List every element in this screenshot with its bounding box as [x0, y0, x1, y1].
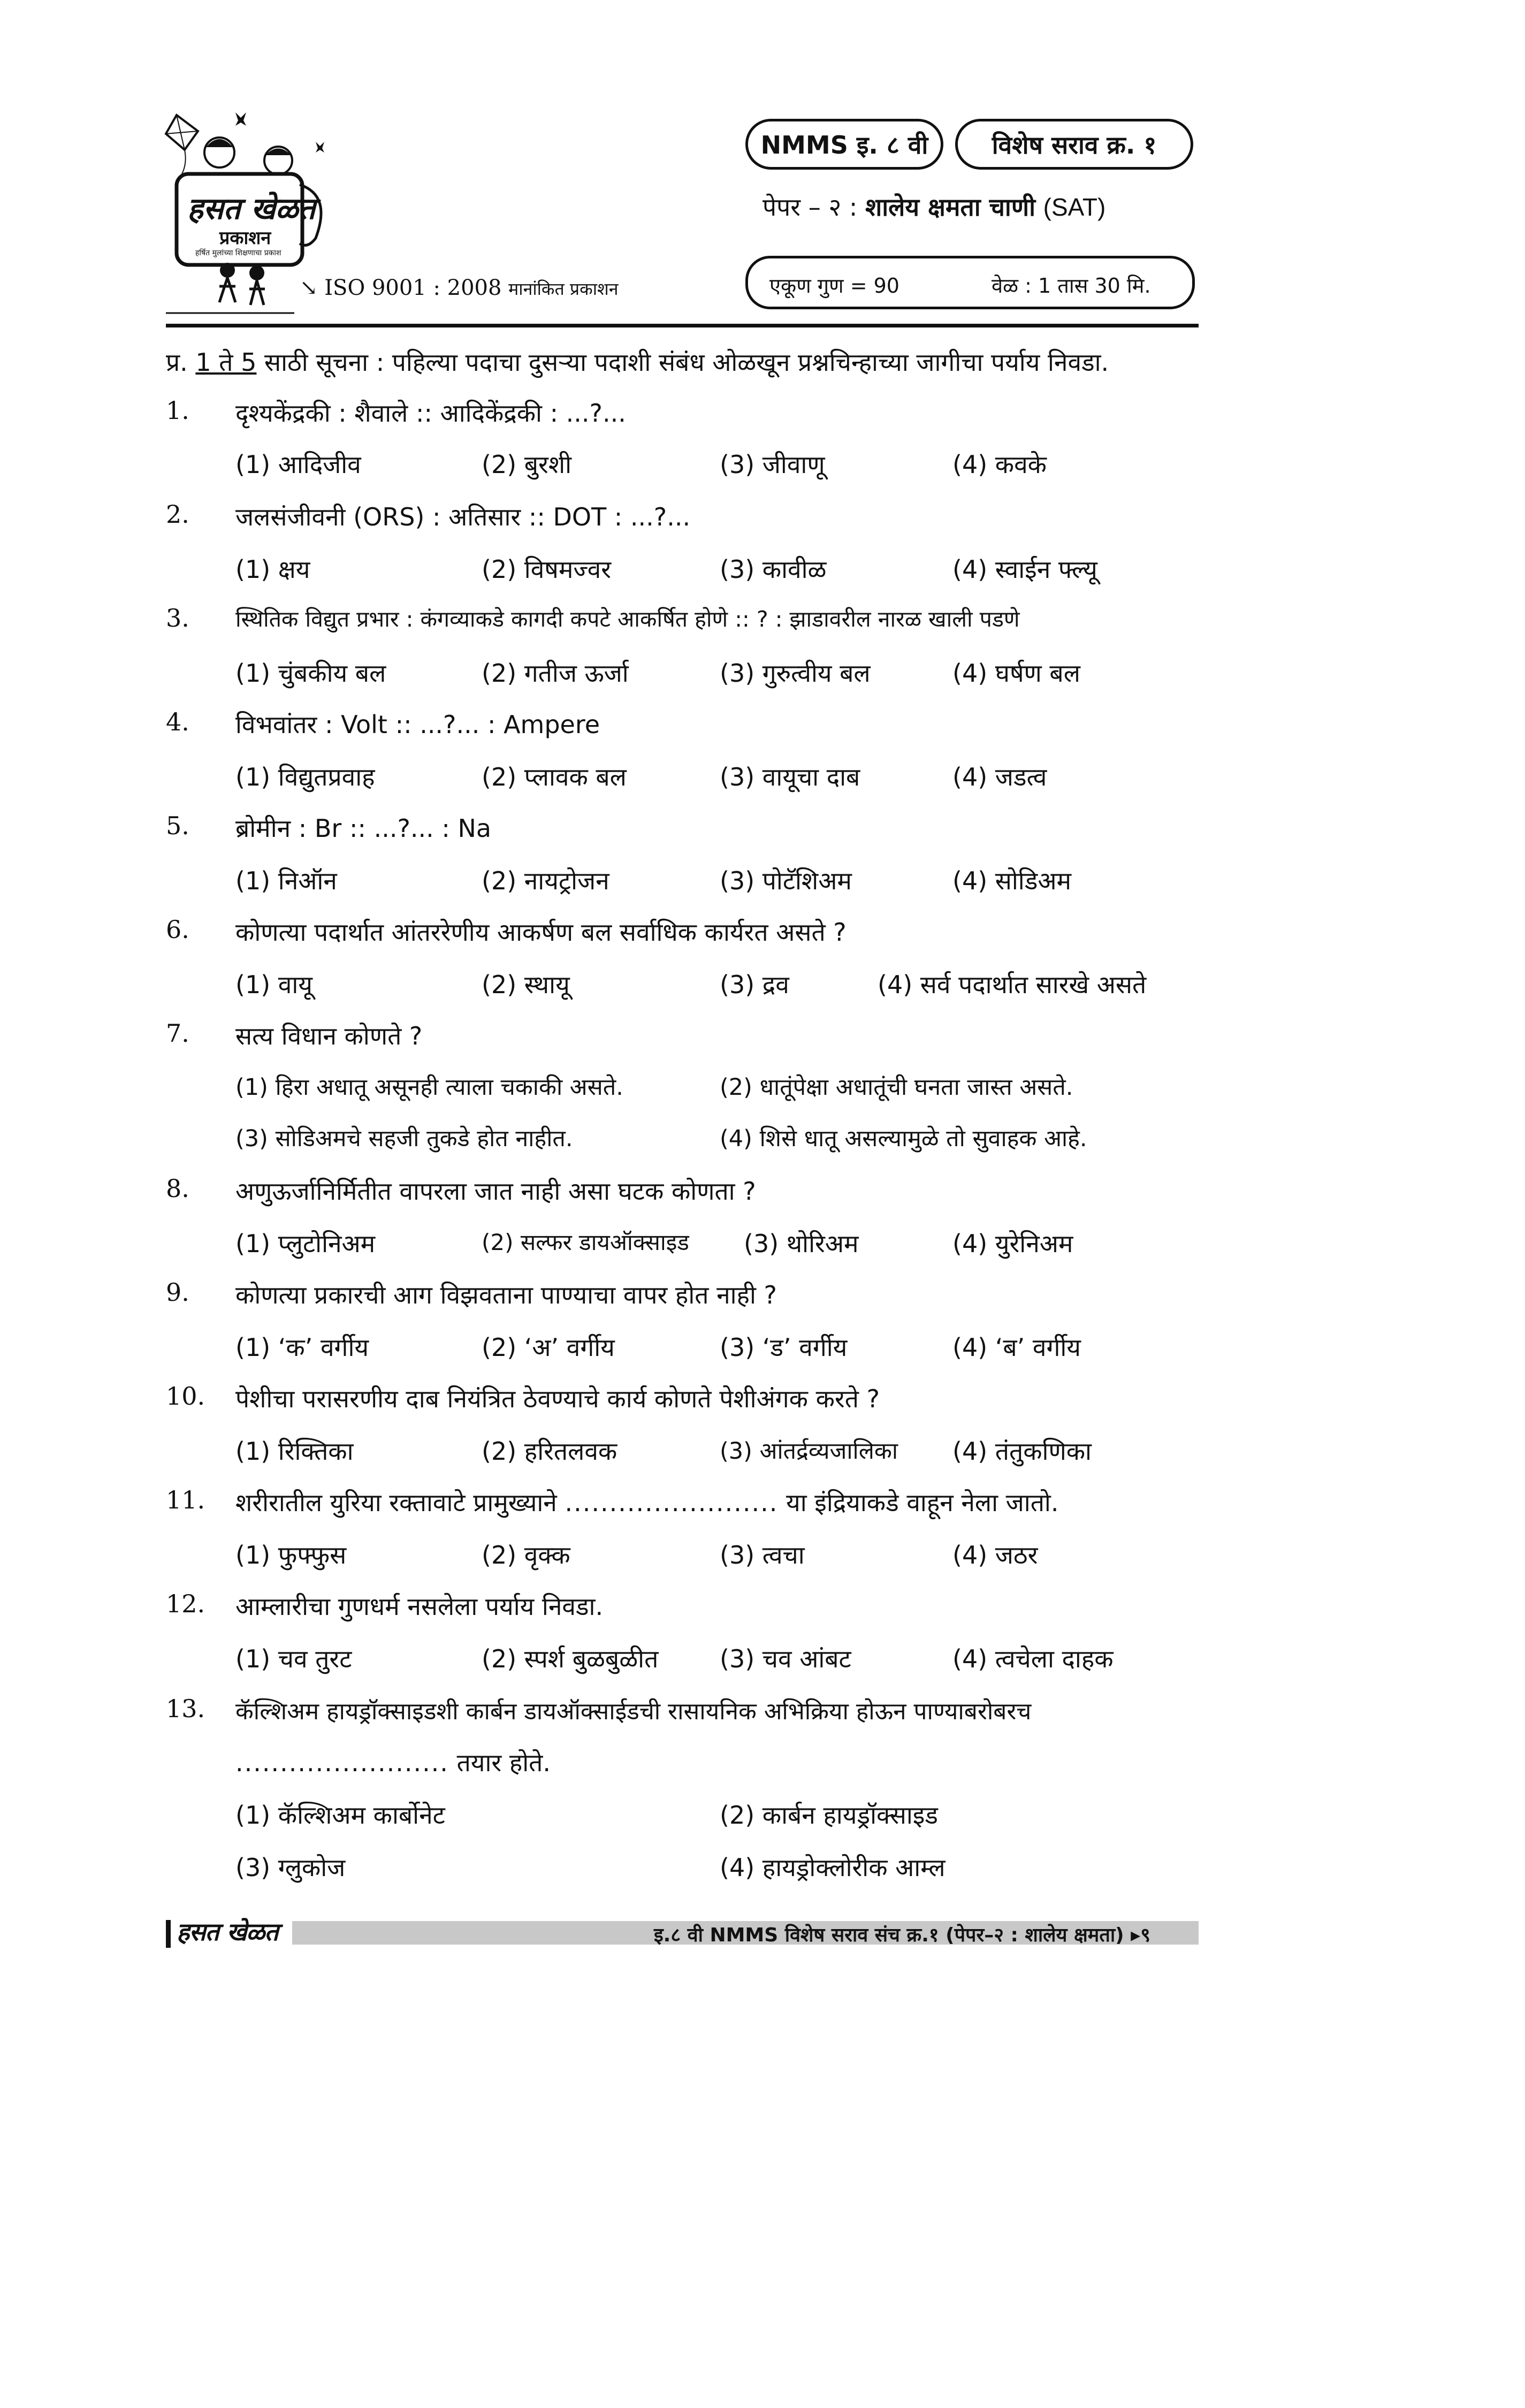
question-row	[166, 1174, 1199, 1211]
question-row	[166, 1589, 1199, 1627]
logo-title: हसत खेळत	[187, 192, 316, 226]
options-row	[166, 1330, 1199, 1368]
question-number: 4.	[166, 707, 189, 736]
paper-title	[762, 190, 1105, 223]
instruction-text: साठी सूचना : पहिल्या पदाचा दुसऱ्या पदाशी संबंध ओळखून प्रश्नचिन्हाच्या जागीचा पर्याय निवडा.	[256, 348, 1109, 377]
option[interactable]: (1) प्लुटोनिअम	[235, 1229, 376, 1258]
option[interactable]: (1) चव तुरट	[235, 1644, 352, 1673]
option[interactable]: (4) स्वाईन फ्ल्यू	[952, 555, 1097, 584]
option[interactable]: (2) वृक्क	[482, 1541, 570, 1569]
question-row	[166, 1694, 1199, 1732]
option[interactable]: (1) निऑन	[235, 866, 337, 895]
option[interactable]: (4) त्वचेला दाहक	[952, 1644, 1114, 1673]
question-number: 10.	[166, 1382, 205, 1411]
question-number: 12.	[166, 1589, 205, 1618]
option[interactable]: (3) जीवाणू	[720, 450, 825, 479]
option[interactable]: (2) नायट्रोजन	[482, 866, 609, 895]
question-text: कॅल्शिअम हायड्रॉक्साइडशी कार्बन डायऑक्साईडची रासायनिक अभिक्रिया होऊन पाण्याबरोबरच	[235, 1698, 1032, 1725]
class-badge: NMMS इ. ८ वी	[745, 119, 943, 170]
option[interactable]: (2) धातूंपेक्षा अधातूंची घनता जास्त असते.	[720, 1074, 1073, 1101]
option[interactable]: (3) पोटॅशिअम	[720, 866, 852, 895]
header-divider	[166, 324, 1199, 327]
option[interactable]: (1) कॅल्शिअम कार्बोनेट	[235, 1801, 445, 1830]
option[interactable]: (3) चव आंबट	[720, 1644, 851, 1673]
question-number: 6.	[166, 915, 189, 944]
option[interactable]: (3) त्वचा	[720, 1541, 805, 1569]
option[interactable]: (1) फुफ्फुस	[235, 1541, 347, 1569]
options-row	[166, 1538, 1199, 1575]
logo-subtitle: प्रकाशन	[219, 227, 271, 249]
question-row	[166, 396, 1199, 433]
options-row	[166, 1642, 1199, 1679]
option[interactable]: (1) क्षय	[235, 555, 310, 584]
option[interactable]: (1) आदिजीव	[235, 450, 361, 479]
option[interactable]: (4) सोडिअम	[952, 866, 1071, 895]
option[interactable]: (3) वायूचा दाब	[720, 763, 860, 791]
question-number: 3.	[166, 604, 189, 633]
options-row	[166, 1070, 1199, 1108]
option[interactable]: (4) जडत्व	[952, 763, 1047, 791]
marks-time-box	[745, 256, 1195, 309]
total-marks: एकूण गुण = 90	[769, 274, 899, 298]
question-row	[166, 500, 1199, 537]
iso-icon: ↘	[300, 276, 325, 300]
option[interactable]: (3) ‘ड’ वर्गीय	[720, 1333, 848, 1362]
option[interactable]: (3) ग्लुकोज	[235, 1853, 346, 1882]
instruction	[166, 345, 1109, 378]
question-text-continued	[235, 1746, 551, 1779]
question-text: अणुऊर्जानिर्मितीत वापरला जात नाही असा घटक कोणता ?	[235, 1177, 756, 1206]
question-number: 11.	[166, 1485, 205, 1514]
question-row	[166, 707, 1199, 745]
option[interactable]: (4) घर्षण बल	[952, 659, 1080, 688]
question-number: 9.	[166, 1278, 189, 1307]
question-row	[166, 604, 1199, 641]
footer-brand-text: हसत खेळत	[177, 1917, 278, 1946]
option[interactable]: (1) वायू	[235, 970, 312, 999]
instruction-range: 1 ते 5	[195, 348, 257, 377]
option[interactable]: (1) विद्युतप्रवाह	[235, 763, 375, 791]
options-row	[166, 760, 1199, 797]
iso-number: ISO 9001 : 2008	[324, 276, 502, 300]
option[interactable]: (2) गतीज ऊर्जा	[482, 659, 629, 688]
exam-time: वेळ : 1 तास 30 मि.	[992, 274, 1151, 298]
question-number: 13.	[166, 1694, 205, 1723]
question-row	[166, 1382, 1199, 1419]
question-text: आम्लारीचा गुणधर्म नसलेला पर्याय निवडा.	[235, 1592, 604, 1621]
question-row	[166, 915, 1199, 952]
question-text: कोणत्या पदार्थात आंतररेणीय आकर्षण बल सर्वाधिक कार्यरत असते ?	[235, 918, 847, 947]
question-row	[166, 1019, 1199, 1056]
option[interactable]: (4) हायड्रोक्लोरीक आम्ल	[720, 1853, 946, 1882]
option[interactable]: (2) कार्बन हायड्रॉक्साइड	[720, 1801, 938, 1830]
answer-blank: ........................	[565, 1488, 779, 1517]
question-row-continued	[166, 1746, 1199, 1783]
option[interactable]: (3) आंतर्द्रव्यजालिका	[720, 1438, 898, 1465]
question-number: 1.	[166, 396, 189, 425]
question-text: जलसंजीवनी (ORS) : अतिसार :: DOT : ...?...	[235, 502, 691, 531]
option[interactable]: (4) शिसे धातू असल्यामुळे तो सुवाहक आहे.	[720, 1125, 1087, 1152]
option[interactable]: (3) थोरिअम	[744, 1229, 859, 1258]
option[interactable]: (2) बुरशी	[482, 450, 572, 479]
option[interactable]: (2) सल्फर डायऑक्साइड	[482, 1229, 689, 1255]
question-text-after: तयार होते.	[456, 1748, 551, 1777]
question-text: ब्रोमीन : Br :: ...?... : Na	[235, 814, 492, 843]
options-row	[166, 1798, 1199, 1835]
option[interactable]: (3) कावीळ	[720, 555, 827, 584]
question-number: 7.	[166, 1019, 189, 1048]
question-row	[166, 1485, 1199, 1523]
question-text: दृश्यकेंद्रकी : शैवाले :: आदिकेंद्रकी : ...?...	[235, 399, 626, 428]
question-row	[166, 1278, 1199, 1315]
question-text-after: या इंद्रियाकडे वाहून नेला जातो.	[786, 1488, 1059, 1517]
option[interactable]: (1) ‘क’ वर्गीय	[235, 1333, 369, 1362]
option[interactable]: (4) जठर	[952, 1541, 1038, 1569]
footer-brand	[166, 1912, 292, 1951]
iso-certification	[300, 276, 619, 300]
option[interactable]: (1) रिक्तिका	[235, 1437, 354, 1466]
options-row	[166, 656, 1199, 694]
option[interactable]: (3) द्रव	[720, 970, 789, 999]
paper-name: शालेय क्षमता चाणी	[865, 193, 1035, 222]
options-row	[166, 1850, 1199, 1888]
paper-prefix: पेपर – २ :	[762, 193, 858, 222]
iso-suffix: मानांकित प्रकाशन	[508, 279, 619, 299]
options-row	[166, 447, 1199, 485]
question-text: कोणत्या प्रकारची आग विझवताना पाण्याचा वापर होत नाही ?	[235, 1281, 777, 1309]
question-text: सत्य विधान कोणते ?	[235, 1022, 423, 1050]
options-row	[166, 967, 1199, 1005]
option[interactable]: (2) स्थायू	[482, 970, 570, 999]
logo-tagline: हर्षित मुलांच्या शिक्षणाचा प्रकाश	[195, 249, 281, 257]
options-row	[166, 1226, 1199, 1264]
option[interactable]: (2) स्पर्श बुळबुळीत	[482, 1644, 659, 1673]
option[interactable]: (4) तंतुकणिका	[952, 1437, 1092, 1466]
option[interactable]: (3) सोडिअमचे सहजी तुकडे होत नाहीत.	[235, 1125, 573, 1152]
question-number: 2.	[166, 500, 189, 529]
question-text	[235, 1485, 1058, 1519]
options-row	[166, 1434, 1199, 1472]
footer-brand-marker	[166, 1920, 171, 1948]
option[interactable]: (1) चुंबकीय बल	[235, 659, 386, 688]
option[interactable]: (4) सर्व पदार्थात सारखे असते	[878, 970, 1147, 999]
paper-code: (SAT)	[1043, 193, 1106, 221]
option[interactable]: (1) हिरा अधातू असूनही त्याला चकाकी असते.	[235, 1074, 623, 1101]
question-text: विभवांतर : Volt :: ...?... : Ampere	[235, 710, 600, 739]
instruction-prefix: प्र.	[166, 348, 196, 377]
options-row	[166, 552, 1199, 590]
option[interactable]: (3) गुरुत्वीय बल	[720, 659, 871, 688]
option[interactable]: (2) ‘अ’ वर्गीय	[482, 1333, 615, 1362]
options-row	[166, 864, 1199, 901]
question-number: 8.	[166, 1174, 189, 1203]
option[interactable]: (4) ‘ब’ वर्गीय	[952, 1333, 1081, 1362]
option[interactable]: (4) कवके	[952, 450, 1047, 479]
footer-page-info: इ.८ वी NMMS विशेष सराव संच क्र.१ (पेपर–२ : शालेय क्षमता) ▸९	[654, 1924, 1150, 1946]
option[interactable]: (4) युरेनिअम	[952, 1229, 1073, 1258]
question-number: 5.	[166, 811, 189, 840]
answer-blank: ........................	[235, 1748, 449, 1777]
option[interactable]: (2) विषमज्वर	[482, 555, 612, 584]
option[interactable]: (2) प्लावक बल	[482, 763, 627, 791]
question-text: पेशीचा परासरणीय दाब नियंत्रित ठेवण्याचे कार्य कोणते पेशीअंगक करते ?	[235, 1384, 880, 1413]
practice-set-badge: विशेष सराव क्र. १	[955, 119, 1193, 170]
question-text: स्थितिक विद्युत प्रभार : कंगव्याकडे कागदी कपटे आकर्षित होणे :: ? : झाडावरील नारळ खाली पडणे	[235, 606, 1020, 632]
options-row	[166, 1122, 1199, 1159]
question-text-before: शरीरातील युरिया रक्तावाटे प्रामुख्याने	[235, 1488, 557, 1517]
option[interactable]: (2) हरितलवक	[482, 1437, 617, 1466]
question-row	[166, 811, 1199, 849]
